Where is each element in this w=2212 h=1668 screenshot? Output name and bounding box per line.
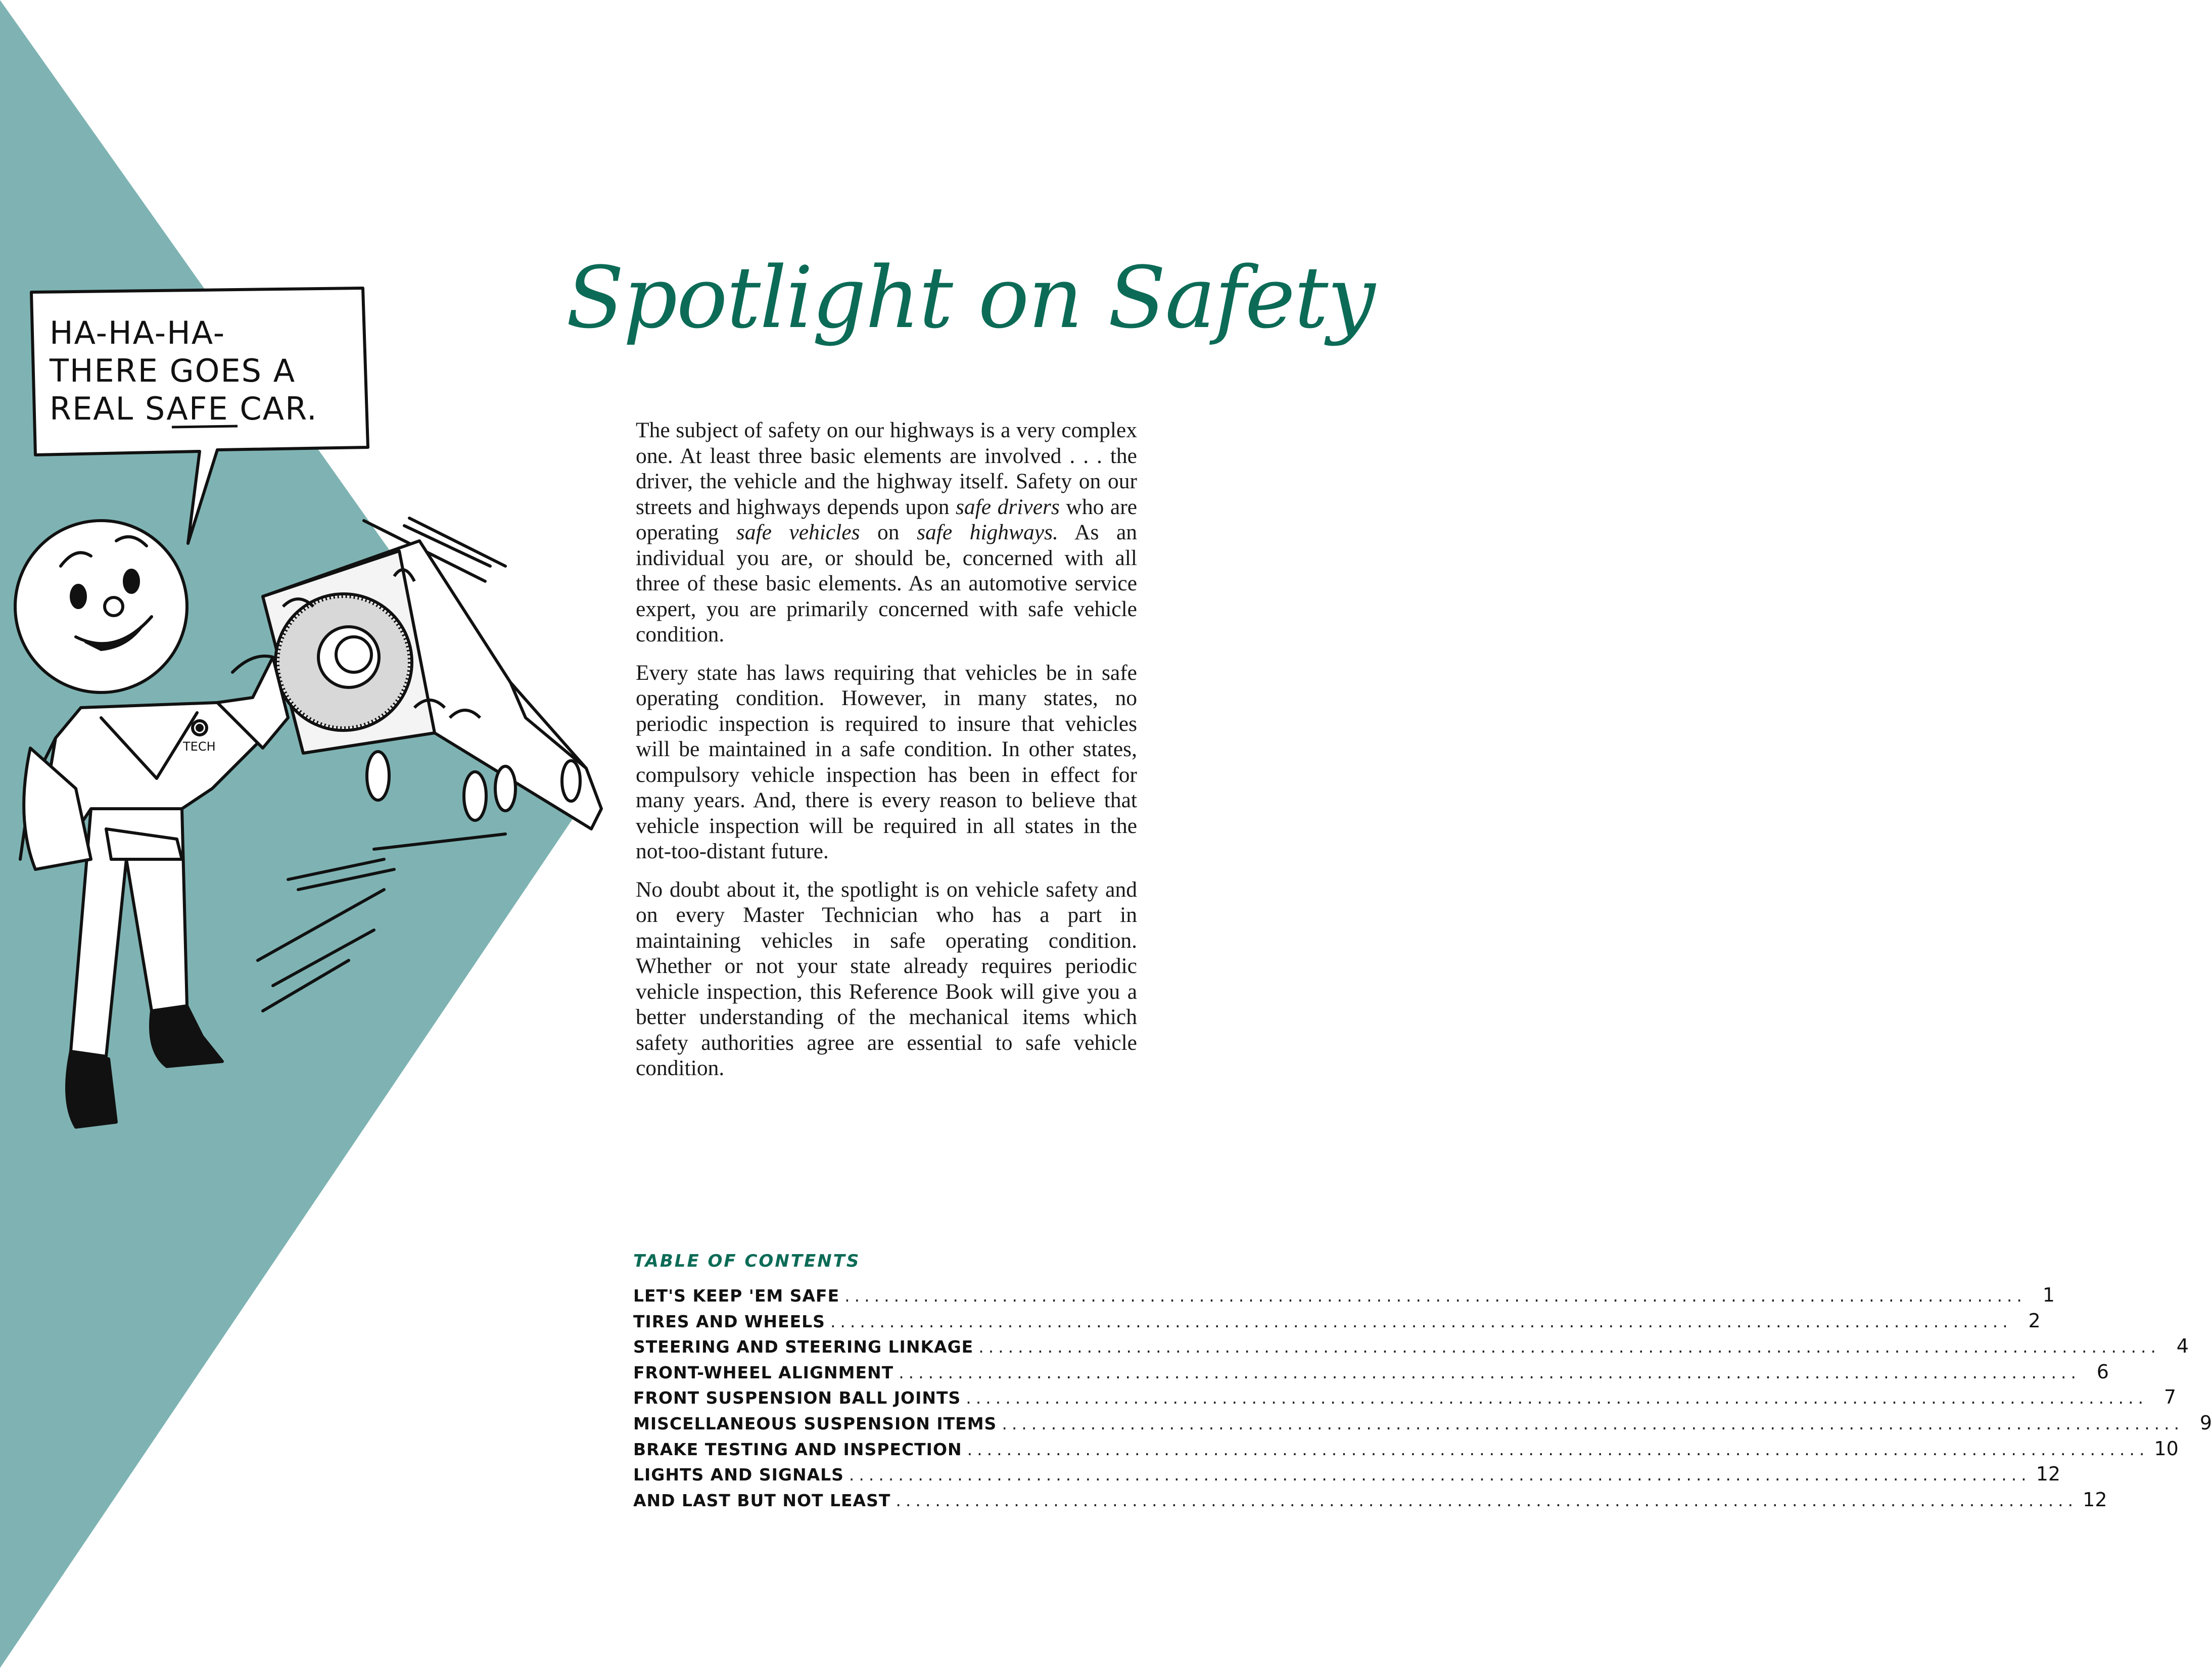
toc-item-page: 4 xyxy=(2176,1335,2189,1358)
toc-item[interactable] xyxy=(633,1335,2189,1361)
toc-item-page: 7 xyxy=(2163,1386,2177,1409)
toc-heading: TABLE OF CONTENTS xyxy=(633,1251,861,1271)
speech-bubble-line-3: REAL SAFE CAR. xyxy=(50,390,318,427)
tech-mascot-illustration xyxy=(0,0,657,1213)
speech-bubble xyxy=(31,288,368,543)
toc-item[interactable] xyxy=(633,1411,2212,1438)
shirt-badge-text: TECH xyxy=(183,739,216,754)
toc-item-page: 10 xyxy=(2154,1437,2179,1460)
toc-leader-dots xyxy=(849,1465,2031,1485)
paragraph-1: The subject of safety on our highways is a very complex one. At least three basic elements are involved . . . the driver, the vehicle and the highway itself. Safety on our streets and highways depends upon safe drivers who are operating safe vehicles on safe highways. As an individual you are, or should be, concerned with all three of these basic elements. As an automotive service expert, you are primarily concerned with safe vehicle condition. xyxy=(636,418,1138,646)
emphasis-safe-vehicles: safe vehicles xyxy=(736,520,860,544)
emphasis-safe-highways: safe highways. xyxy=(917,520,1058,544)
toc-item-label: FRONT SUSPENSION BALL JOINTS xyxy=(633,1388,961,1408)
toc-leader-dots xyxy=(1002,1414,2184,1433)
paragraph-3: No doubt about it, the spotlight is on vehicle safety and on every Master Technician who has a part in maintaining vehicles in safe operating condition. Whether or not your state already requires periodic vehicle inspection, this Reference Book will give you a better understanding of the mechanical items which safety authorities agree are essential to safe vehicle condition. xyxy=(636,877,1137,1080)
toc-leader-dots xyxy=(896,1491,2078,1510)
toc-item-label: MISCELLANEOUS SUSPENSION ITEMS xyxy=(633,1413,997,1433)
toc-item[interactable] xyxy=(633,1360,2109,1386)
toc-leader-dots xyxy=(899,1363,2081,1382)
toc-item[interactable] xyxy=(633,1488,2107,1514)
toc-item[interactable] xyxy=(633,1463,2061,1489)
page-title: Spotlight on Safety xyxy=(566,248,1375,347)
toc-item-label: AND LAST BUT NOT LEAST xyxy=(633,1490,891,1510)
intro-body xyxy=(636,418,1137,1094)
toc-item-label: TIRES AND WHEELS xyxy=(633,1311,825,1331)
toc-item-label: FRONT-WHEEL ALIGNMENT xyxy=(633,1362,894,1382)
speech-bubble-line-1: HA-HA-HA- xyxy=(50,314,226,351)
toc-leader-dots xyxy=(967,1440,2149,1459)
toc-item-label: LIGHTS AND SIGNALS xyxy=(633,1465,844,1485)
speech-bubble-line-2: THERE GOES A xyxy=(50,352,296,389)
toc-item-page: 12 xyxy=(2036,1463,2061,1486)
toc-leader-dots xyxy=(978,1337,2160,1357)
toc-item-page: 2 xyxy=(2028,1309,2041,1332)
toc-item-page: 9 xyxy=(2199,1411,2212,1434)
mascot-figure xyxy=(15,521,288,1127)
toc-leader-dots xyxy=(844,1286,2027,1306)
toc-item[interactable] xyxy=(633,1284,2055,1310)
toc-item-label: BRAKE TESTING AND INSPECTION xyxy=(633,1439,962,1459)
table-of-contents xyxy=(633,1284,2212,1514)
toc-item-label: LET'S KEEP 'EM SAFE xyxy=(633,1286,840,1306)
toc-item[interactable] xyxy=(633,1437,2179,1463)
toc-item-label: STEERING AND STEERING LINKAGE xyxy=(633,1337,974,1357)
toc-item-page: 6 xyxy=(2096,1360,2109,1383)
car-drawing xyxy=(263,541,601,829)
toc-leader-dots xyxy=(966,1388,2148,1408)
paragraph-2: Every state has laws requiring that vehicles be in safe operating condition. However, in many states, no periodic inspection is required to insure that vehicles will be maintained in a safe condition. In other states, compulsory vehicle inspection has been in effect for many years. And, there is every reason to believe that vehicle inspection will be required in all states in the not-too-distant future. xyxy=(636,660,1137,863)
toc-item[interactable] xyxy=(633,1386,2177,1412)
toc-item[interactable] xyxy=(633,1309,2041,1335)
toc-leader-dots xyxy=(830,1312,2012,1331)
toc-item-page: 1 xyxy=(2042,1284,2055,1306)
emphasis-safe-drivers: safe drivers xyxy=(956,494,1060,519)
toc-item-page: 12 xyxy=(2083,1488,2107,1511)
